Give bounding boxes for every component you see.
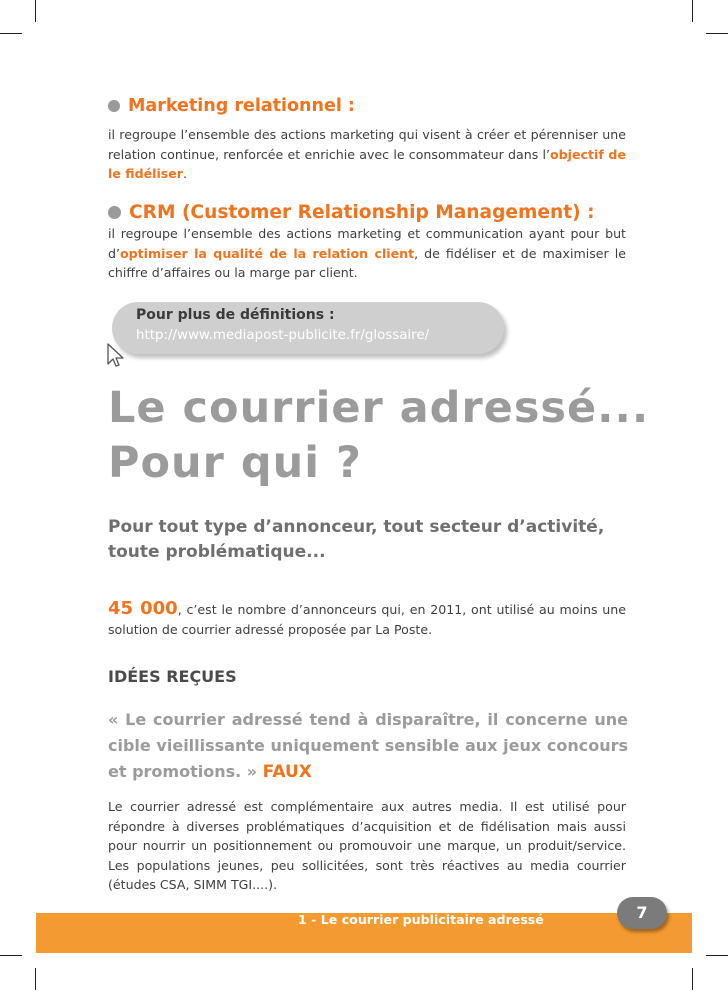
crop-mark <box>0 33 22 34</box>
definitions-link[interactable]: http://www.mediapost-publicite.fr/glossaire/ <box>136 328 430 343</box>
page-number-badge: 7 <box>617 897 667 929</box>
crop-mark <box>35 0 36 22</box>
crop-mark <box>0 955 22 956</box>
text: il regroupe l’ensemble des actions marketing qui visent à créer et pérenniser une relation continue, renforcée et enrichie avec le consommateur dans l’ <box>108 127 626 162</box>
bullet-icon <box>108 100 120 112</box>
section-marketing-title <box>108 96 355 116</box>
page-heading-line1: Le courrier adressé... <box>108 383 650 433</box>
section-crm-title <box>108 202 595 223</box>
text: il regroupe l’ensemble des actions marketing et communication ayant pour but d’ <box>108 226 626 261</box>
section-marketing-text <box>108 125 626 184</box>
highlight: optimiser la qualité de la relation client <box>120 245 415 261</box>
section-crm-text <box>108 224 626 283</box>
subheading: Pour tout type d’annonceur, tout secteur d’activité, toute problématique... <box>108 517 605 562</box>
idees-recues-quote <box>108 707 628 785</box>
highlight: objectif de le fidéliser <box>108 146 626 181</box>
definitions-box <box>112 302 504 354</box>
idees-recues-body: Le courrier adressé est complémentaire aux autres media. Il est utilisé pour répondre à diverses problématiques d’acquisition et de fidélisation mais aussi pour nourrir un positionnement ou promouvoir une marque, un produit/service. Les populations jeunes, peu sollicitées, sont très réactives au media courrier (études CSA, SIMM TGI....). <box>108 799 626 892</box>
crop-mark <box>706 33 728 34</box>
text: , de fidéliser et de maximiser le chiffre d’affaires ou la marge par client. <box>108 245 626 280</box>
stat-text: , c’est le nombre d’annonceurs qui, en 2011, ont utilisé au moins une solution de courrier adressé proposée par La Poste. <box>108 602 627 637</box>
section-crm-title-text: CRM (Customer Relationship Management) : <box>129 202 595 223</box>
stat-paragraph <box>108 599 626 639</box>
text: . <box>183 166 188 181</box>
definitions-label: Pour plus de définitions : <box>136 307 335 323</box>
verdict: FAUX <box>262 762 312 782</box>
cursor-arrow-icon <box>106 342 126 368</box>
crop-mark <box>692 968 693 990</box>
crop-mark <box>706 955 728 956</box>
section-marketing-title-text: Marketing relationnel : <box>128 96 355 116</box>
stat-number: 45 000 <box>108 598 178 619</box>
footer-chapter-title: 1 - Le courrier publicitaire adressé <box>298 912 544 927</box>
quote-text: « Le courrier adressé tend à disparaître, il concerne une cible vieillissante uniquement sensible aux jeux concours et promotions. » <box>108 710 628 781</box>
idees-recues-title: IDÉES REÇUES <box>108 667 237 686</box>
crop-mark <box>35 968 36 990</box>
page-heading-line2: Pour qui ? <box>108 438 362 488</box>
crop-mark <box>692 0 693 22</box>
bullet-icon <box>108 206 121 219</box>
